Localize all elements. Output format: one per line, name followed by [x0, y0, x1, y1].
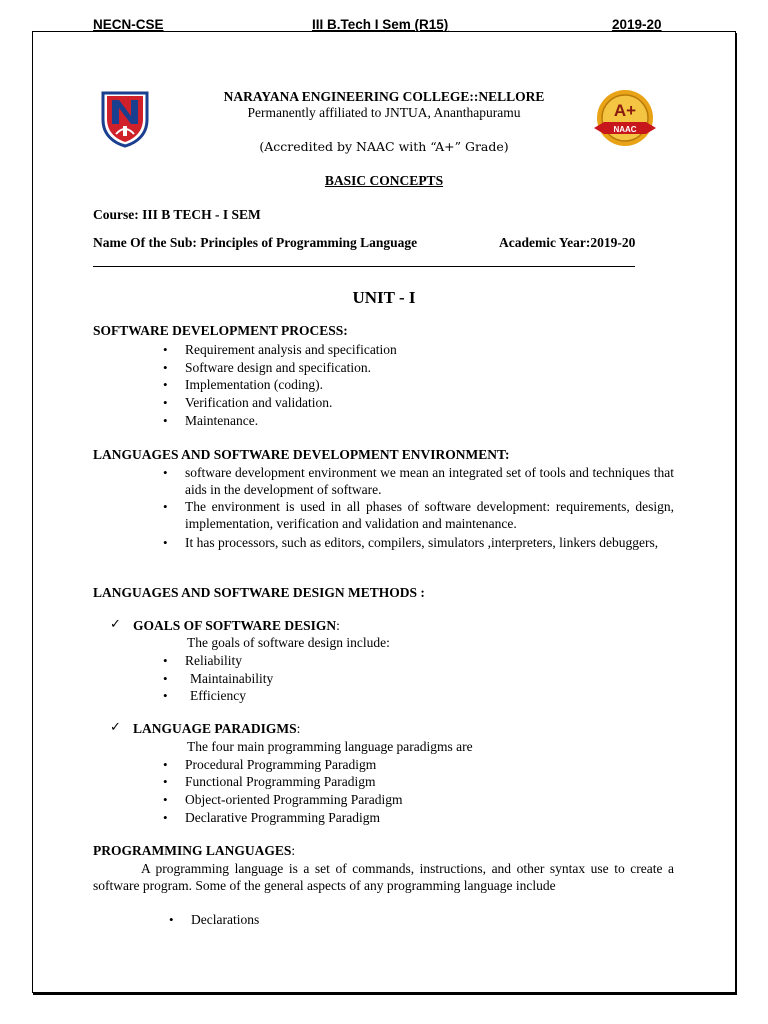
list-item: Reliability — [185, 653, 242, 668]
academic-year: Academic Year:2019-20 — [499, 235, 636, 250]
bullet-icon: • — [163, 757, 168, 772]
list-item: Requirement analysis and specification — [185, 342, 397, 357]
list-item: Declarative Programming Paradigm — [185, 810, 380, 825]
bullet-icon: • — [163, 465, 168, 480]
bullet-icon: • — [163, 377, 168, 392]
section-heading-lsde: LANGUAGES AND SOFTWARE DEVELOPMENT ENVIRONMENT: — [93, 447, 510, 462]
unit-title: UNIT - I — [352, 288, 416, 307]
badge-grade: A+ — [613, 101, 637, 120]
subsection-heading-paradigms: LANGUAGE PARADIGMS: — [133, 721, 301, 736]
checkmark-icon: ✓ — [110, 617, 121, 632]
list-item: Verification and validation. — [185, 395, 333, 410]
header-left: NECN-CSE — [93, 17, 164, 32]
header-right: 2019-20 — [612, 17, 662, 32]
paradigms-intro: The four main programming language paradigms are — [187, 739, 473, 754]
list-item: Efficiency — [190, 688, 246, 703]
bullet-icon: • — [163, 535, 168, 550]
document-title: BASIC CONCEPTS — [324, 173, 444, 188]
college-affiliation: Permanently affiliated to JNTUA, Ananthapuramu — [247, 105, 521, 120]
header-center: III B.Tech I Sem (R15) — [312, 17, 449, 32]
bullet-icon: • — [163, 499, 168, 514]
list-item: Software design and specification. — [185, 360, 371, 375]
bullet-icon: • — [169, 912, 174, 927]
badge-label: NAAC — [613, 125, 637, 134]
list-item: Maintainability — [190, 671, 274, 686]
list-item: Maintenance. — [185, 413, 259, 428]
pl-heading-text: PROGRAMMING LANGUAGES — [93, 843, 292, 858]
bullet-icon: • — [163, 395, 168, 410]
list-item: Functional Programming Paradigm — [185, 774, 376, 789]
list-item: It has processors, such as editors, compilers, simulators ,interpreters, linkers debuggers, — [185, 535, 659, 550]
bullet-icon: • — [163, 792, 168, 807]
section-heading-sdp: SOFTWARE DEVELOPMENT PROCESS: — [93, 323, 348, 338]
list-item: software development environment we mean an integrated set of tools and techniques that aids in the development of software. — [185, 465, 674, 497]
bullet-icon: • — [163, 342, 168, 357]
bullet-icon: • — [163, 810, 168, 825]
bullet-icon: • — [163, 413, 168, 428]
college-accreditation: (Accredited by NAAC with “A+” Grade) — [259, 139, 509, 154]
goals-intro: The goals of software design include: — [187, 635, 390, 650]
bullet-icon: • — [163, 688, 168, 703]
bullet-icon: • — [163, 360, 168, 375]
course-line: Course: III B TECH - I SEM — [93, 207, 261, 222]
pl-paragraph: A programming language is a set of commands, instructions, and other syntax use to create a software program. Some of the general aspects of any programming language include — [93, 861, 674, 893]
bullet-icon: • — [163, 671, 168, 686]
divider-line — [93, 266, 635, 267]
subsection-heading-goals: GOALS OF SOFTWARE DESIGN: — [133, 618, 340, 633]
list-item: Declarations — [191, 912, 260, 927]
list-item: Implementation (coding). — [185, 377, 323, 392]
section-heading-pl: PROGRAMMING LANGUAGES: — [93, 843, 296, 858]
list-item: Object-oriented Programming Paradigm — [185, 792, 403, 807]
checkmark-icon: ✓ — [110, 720, 121, 735]
subject-line: Name Of the Sub: Principles of Programming Language — [93, 235, 418, 250]
college-name: NARAYANA ENGINEERING COLLEGE::NELLORE — [223, 89, 545, 104]
list-item: The environment is used in all phases of software development: requirements, design, implementation, verification and validation and maintenance. — [185, 499, 674, 531]
bullet-icon: • — [163, 774, 168, 789]
paradigms-heading-text: LANGUAGE PARADIGMS — [133, 721, 297, 736]
goals-heading-text: GOALS OF SOFTWARE DESIGN — [133, 618, 337, 633]
bullet-icon: • — [163, 653, 168, 668]
list-item: Procedural Programming Paradigm — [185, 757, 377, 772]
section-heading-lsdm: LANGUAGES AND SOFTWARE DESIGN METHODS : — [93, 585, 425, 600]
